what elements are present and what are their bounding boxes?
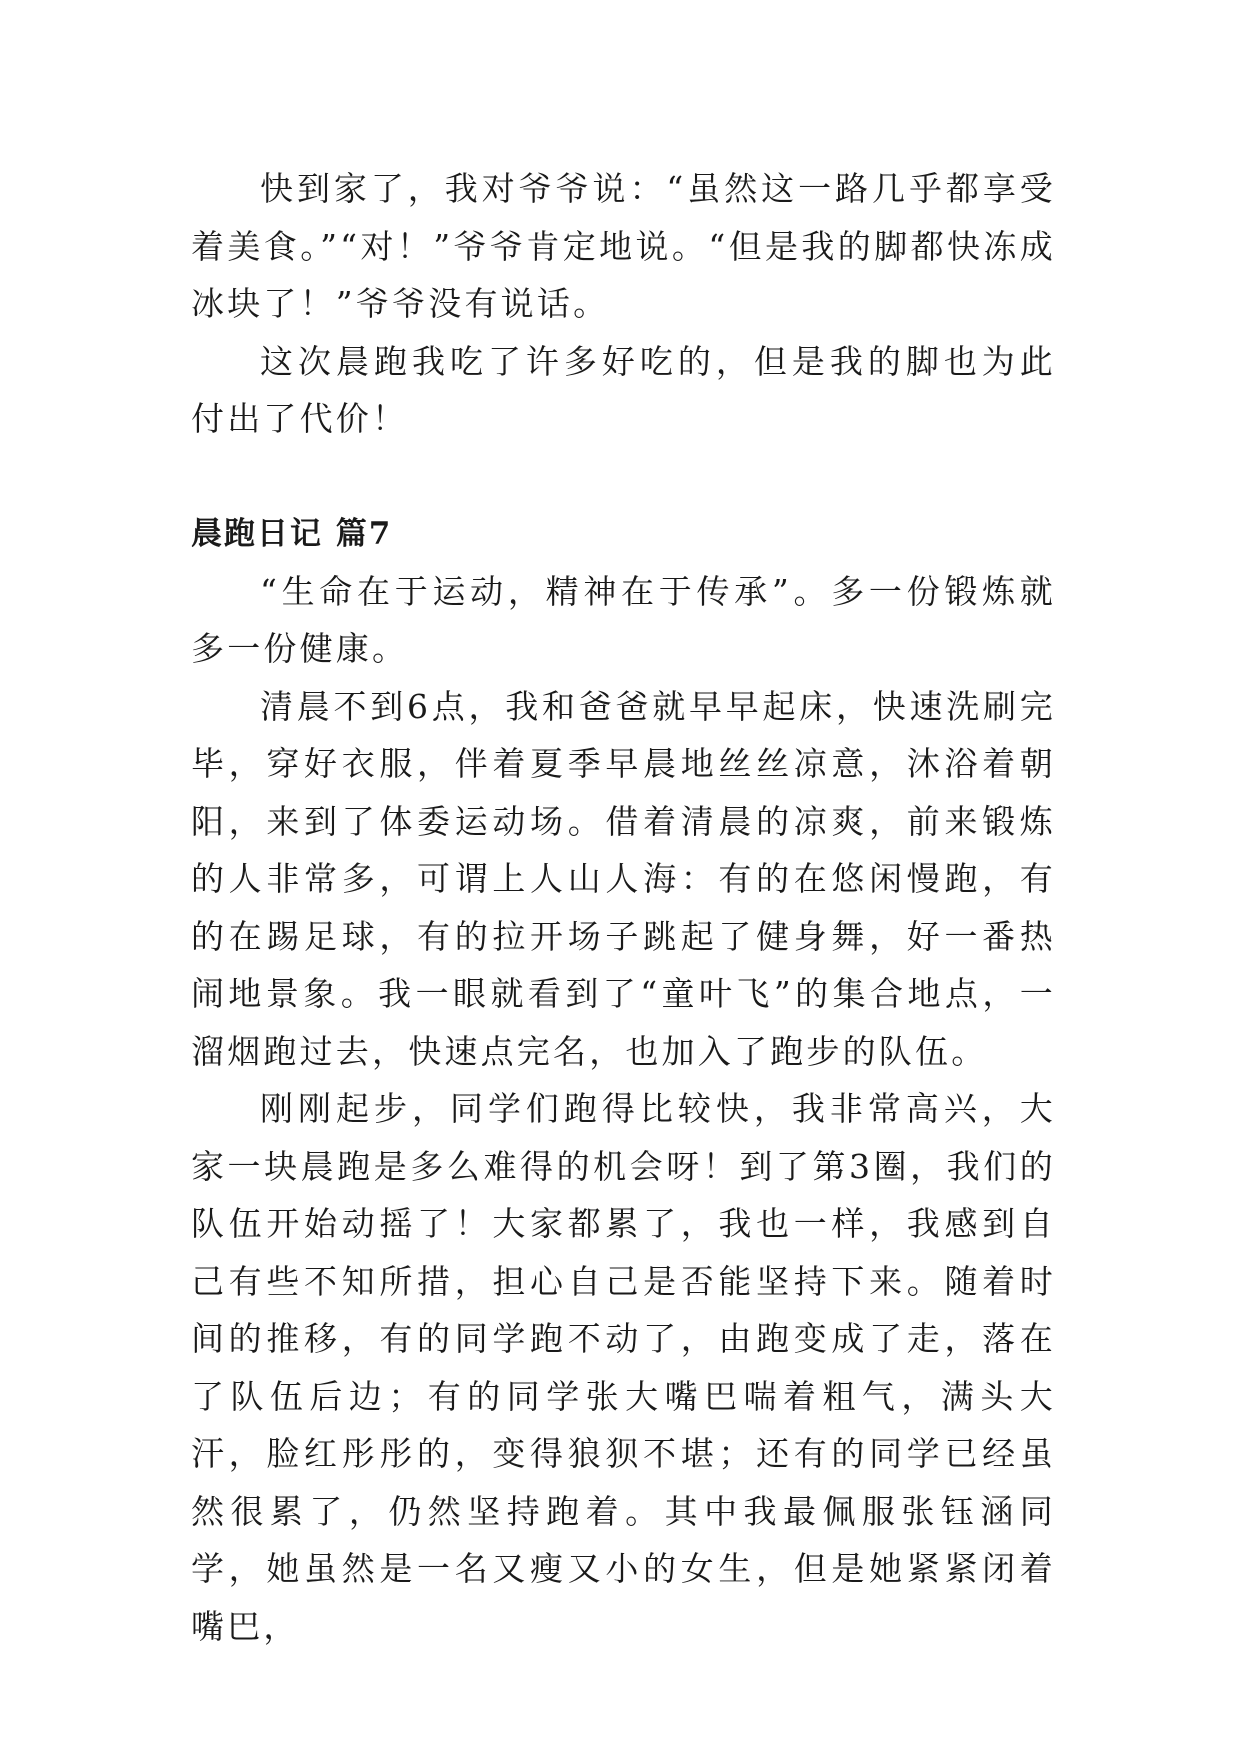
document-page xyxy=(191,160,1056,1655)
paragraph-arriving-home: 快到家了，我对爷爷说：“虽然这一路几乎都享受着美食。”“对！”爷爷肯定地说。“但是我的脚都快冻成冰块了！”爷爷没有说话。 xyxy=(191,169,1056,323)
paragraph-running-laps: 刚刚起步，同学们跑得比较快，我非常高兴，大家一块晨跑是多么难得的机会呀！到了第3圈，我们的队伍开始动摇了！大家都累了，我也一样，我感到自己有些不知所措，担心自己是否能坚持下来。随着时间的推移，有的同学跑不动了，由跑变成了走，落在了队伍后边；有的同学张大嘴巴喘着粗气，满头大汗，脸红彤彤的，变得狼狈不堪；还有的同学已经虽然很累了，仍然坚持跑着。其中我最佩服张钰涵同学，她虽然是一名又瘦又小的女生，但是她紧紧闭着嘴巴， xyxy=(191,1089,1056,1646)
paragraph-motto: “生命在于运动，精神在于传承”。多一份锻炼就多一份健康。 xyxy=(191,571,1056,668)
paragraph-morning-arrival: 清晨不到6点，我和爸爸就早早起床，快速洗刷完毕，穿好衣服，伴着夏季早晨地丝丝凉意，沐浴着朝阳，来到了体委运动场。借着清晨的凉爽，前来锻炼的人非常多，可谓上人山人海：有的在悠闲慢跑，有的在踢足球，有的拉开场子跳起了健身舞，好一番热闹地景象。我一眼就看到了“童叶飞”的集合地点，一溜烟跑过去，快速点完名，也加入了跑步的队伍。 xyxy=(191,686,1056,1071)
section-heading: 晨跑日记 篇7 xyxy=(191,515,393,552)
paragraph-price-paid: 这次晨跑我吃了许多好吃的，但是我的脚也为此付出了代价！ xyxy=(191,341,1056,438)
